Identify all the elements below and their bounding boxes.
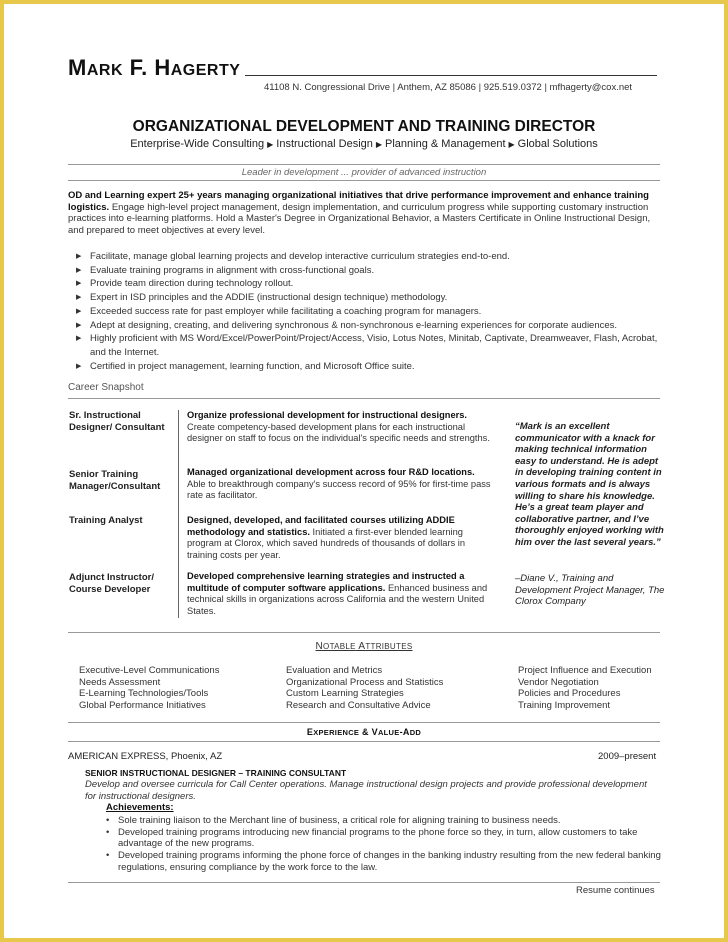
attributes-column-1 bbox=[79, 665, 219, 712]
bullet-icon: • bbox=[106, 815, 110, 826]
testimonial-attribution: –Diane V., Training and Development Project Manager, The Clorox Company bbox=[515, 573, 665, 608]
specialties-line bbox=[0, 138, 728, 150]
divider bbox=[68, 398, 660, 399]
divider bbox=[68, 722, 660, 723]
divider bbox=[68, 632, 660, 633]
triangle-right-icon: ▶ bbox=[76, 362, 82, 370]
list-item: ▶ Certified in project management, learning function, and Microsoft Office suite. bbox=[76, 360, 415, 372]
specialty-1: Enterprise-Wide Consulting bbox=[130, 138, 265, 150]
achievements-label: Achievements: bbox=[106, 802, 174, 813]
snapshot-desc: Developed comprehensive learning strategies and instructed a multitude of computer software applications. Enhanced business and technical skills in organizations across California and the western United States. bbox=[187, 571, 488, 616]
skills-list bbox=[76, 250, 662, 373]
list-item: ▶ Expert in ISD principles and the ADDIE (instructional design technique) methodology. bbox=[76, 292, 448, 304]
triangle-right-icon: ▶ bbox=[76, 280, 82, 288]
summary-text: Engage high-level project management, design implementation, and curriculum progress while supporting customary instruction practices into e-learning platforms. Hold a Master's Degree in Organizational Behavior, a Masters Certificate in Online Instructional Design, and prepared to meet objectives at every level. bbox=[68, 201, 651, 236]
list-item: • Developed training programs introducing new financial programs to the phone force so they, in turn, allow customers to take advantage of the new programs. bbox=[106, 826, 638, 850]
employer: AMERICAN EXPRESS, Phoenix, AZ bbox=[68, 751, 223, 762]
snapshot-title: Adjunct Instructor/ Course Developer bbox=[69, 572, 154, 595]
triangle-right-icon: ▶ bbox=[267, 140, 274, 149]
bullet-icon: • bbox=[106, 850, 110, 862]
contact-info: 41108 N. Congressional Drive | Anthem, AZ 85086 | 925.519.0372 | mfhagerty@cox.net bbox=[264, 82, 633, 93]
list-item: ▶ Facilitate, manage global learning projects and develop interactive curriculum strategies end-to-end. bbox=[76, 251, 510, 262]
triangle-right-icon: ▶ bbox=[76, 321, 82, 329]
list-item: Training Improvement bbox=[518, 700, 611, 712]
attributes-column-3 bbox=[518, 665, 652, 712]
candidate-name: MARK F. HAGERTY bbox=[68, 55, 241, 80]
tagline: Leader in development ... provider of advanced instruction bbox=[241, 167, 487, 178]
list-item: ▶ Provide team direction during technology rollout. bbox=[76, 278, 294, 290]
summary bbox=[68, 190, 660, 236]
specialty-3: Planning & Management bbox=[385, 138, 506, 150]
list-item: Needs Assessment bbox=[79, 676, 161, 688]
bullet-icon: • bbox=[106, 826, 110, 838]
name-rule bbox=[245, 75, 657, 76]
list-item: • Developed training programs informing the phone force of changes in the banking industry resulting from the new federal banking regulations, ensuring compliance by the work force to the law. bbox=[106, 850, 661, 873]
list-item: Global Performance Initiatives bbox=[79, 700, 206, 712]
experience-heading: EXPERIENCE & VALUE-ADD bbox=[306, 727, 422, 737]
notable-attributes-heading: NOTABLE ATTRIBUTES bbox=[315, 641, 413, 652]
job-description: Develop and oversee curricula for Call Center operations. Manage instructional design projects and provide professional development for instructional designers. bbox=[85, 779, 647, 802]
list-item: Project Influence and Execution bbox=[518, 665, 652, 676]
list-item: E-Learning Technologies/Tools bbox=[79, 688, 209, 700]
snapshot-desc: Designed, developed, and facilitated courses utilizing ADDIE methodology and statistics. Initiated a first-ever blended learning program at Clorox, which saved hundreds of thousands of dollars in training costs per year. bbox=[187, 515, 466, 560]
employment-dates: 2009–present bbox=[598, 751, 657, 762]
achievements-list bbox=[106, 815, 662, 874]
list-item: ▶ Evaluate training programs in alignment with cross-functional goals. bbox=[76, 264, 375, 276]
list-item: Executive-Level Communications bbox=[79, 665, 220, 676]
divider bbox=[68, 741, 660, 742]
snapshot-desc: Managed organizational development across four R&D locations. Able to breakthrough company's success record of 95% for first-time pass rate as facilitator. bbox=[187, 467, 491, 500]
list-item: Custom Learning Strategies bbox=[286, 688, 404, 700]
triangle-right-icon: ▶ bbox=[76, 266, 82, 274]
triangle-right-icon: ▶ bbox=[375, 140, 383, 149]
triangle-right-icon: ▶ bbox=[76, 294, 82, 302]
list-item: Policies and Procedures bbox=[518, 688, 621, 700]
divider bbox=[68, 164, 660, 165]
divider bbox=[68, 882, 660, 883]
specialty-2: Instructional Design bbox=[276, 138, 373, 150]
list-item: Evaluation and Metrics bbox=[286, 665, 383, 676]
career-snapshot-heading: Career Snapshot bbox=[68, 382, 144, 393]
specialty-4: Global Solutions bbox=[517, 138, 598, 150]
triangle-right-icon: ▶ bbox=[508, 140, 515, 149]
triangle-right-icon: ▶ bbox=[76, 253, 82, 260]
list-item: ▶ Highly proficient with MS Word/Excel/PowerPoint/Project/Access, Visio, Lotus Notes, Minitab, Captivate, Dreamweaver, Flash, Acrobat, and the Internet. bbox=[76, 333, 658, 358]
triangle-right-icon: ▶ bbox=[76, 307, 82, 315]
divider bbox=[68, 180, 660, 181]
list-item: • Sole training liaison to the Merchant line of business, a critical role for aligning training to business needs. bbox=[106, 815, 561, 826]
headline-title: ORGANIZATIONAL DEVELOPMENT AND TRAINING DIRECTOR bbox=[132, 118, 596, 135]
list-item: ▶ Adept at designing, creating, and delivering synchronous & non-synchronous e-learning experiences for corporate audiences. bbox=[76, 319, 618, 331]
job-title: SENIOR INSTRUCTIONAL DESIGNER – TRAINING CONSULTANT bbox=[85, 768, 347, 778]
list-item: ▶ Exceeded success rate for past employer while facilitating a coaching program for managers. bbox=[76, 305, 482, 317]
triangle-right-icon: ▶ bbox=[76, 335, 82, 343]
resume-continues: Resume continues bbox=[576, 885, 655, 896]
attributes-column-2 bbox=[286, 665, 443, 712]
summary-lead: OD and Learning expert 25+ years managing organizational initiatives that drive performance improvement and enhance training logistics. bbox=[68, 190, 649, 213]
snapshot-desc: Organize professional development for instructional designers. Create competency-based development plans for each instructional designer on staff to focus on the individual's specific needs and strengths. bbox=[187, 410, 490, 443]
snapshot-title: Senior Training Manager/Consultant bbox=[69, 469, 161, 492]
list-item: Organizational Process and Statistics bbox=[286, 676, 444, 688]
snapshot-divider bbox=[178, 410, 179, 618]
snapshot-title: Sr. Instructional Designer/ Consultant bbox=[69, 410, 165, 433]
list-item: Research and Consultative Advice bbox=[286, 700, 431, 712]
testimonial-quote: “Mark is an excellent communicator with a knack for making technical information easy to understand. He is adept in developing training content in various formats and is always willing to share his knowledge. He’s a great team player and collaborative partner, and I’ve thoroughly enjoyed working with him over the last several years.” bbox=[515, 421, 664, 548]
list-item: Vendor Negotiation bbox=[518, 676, 599, 688]
snapshot-title: Training Analyst bbox=[69, 515, 143, 526]
